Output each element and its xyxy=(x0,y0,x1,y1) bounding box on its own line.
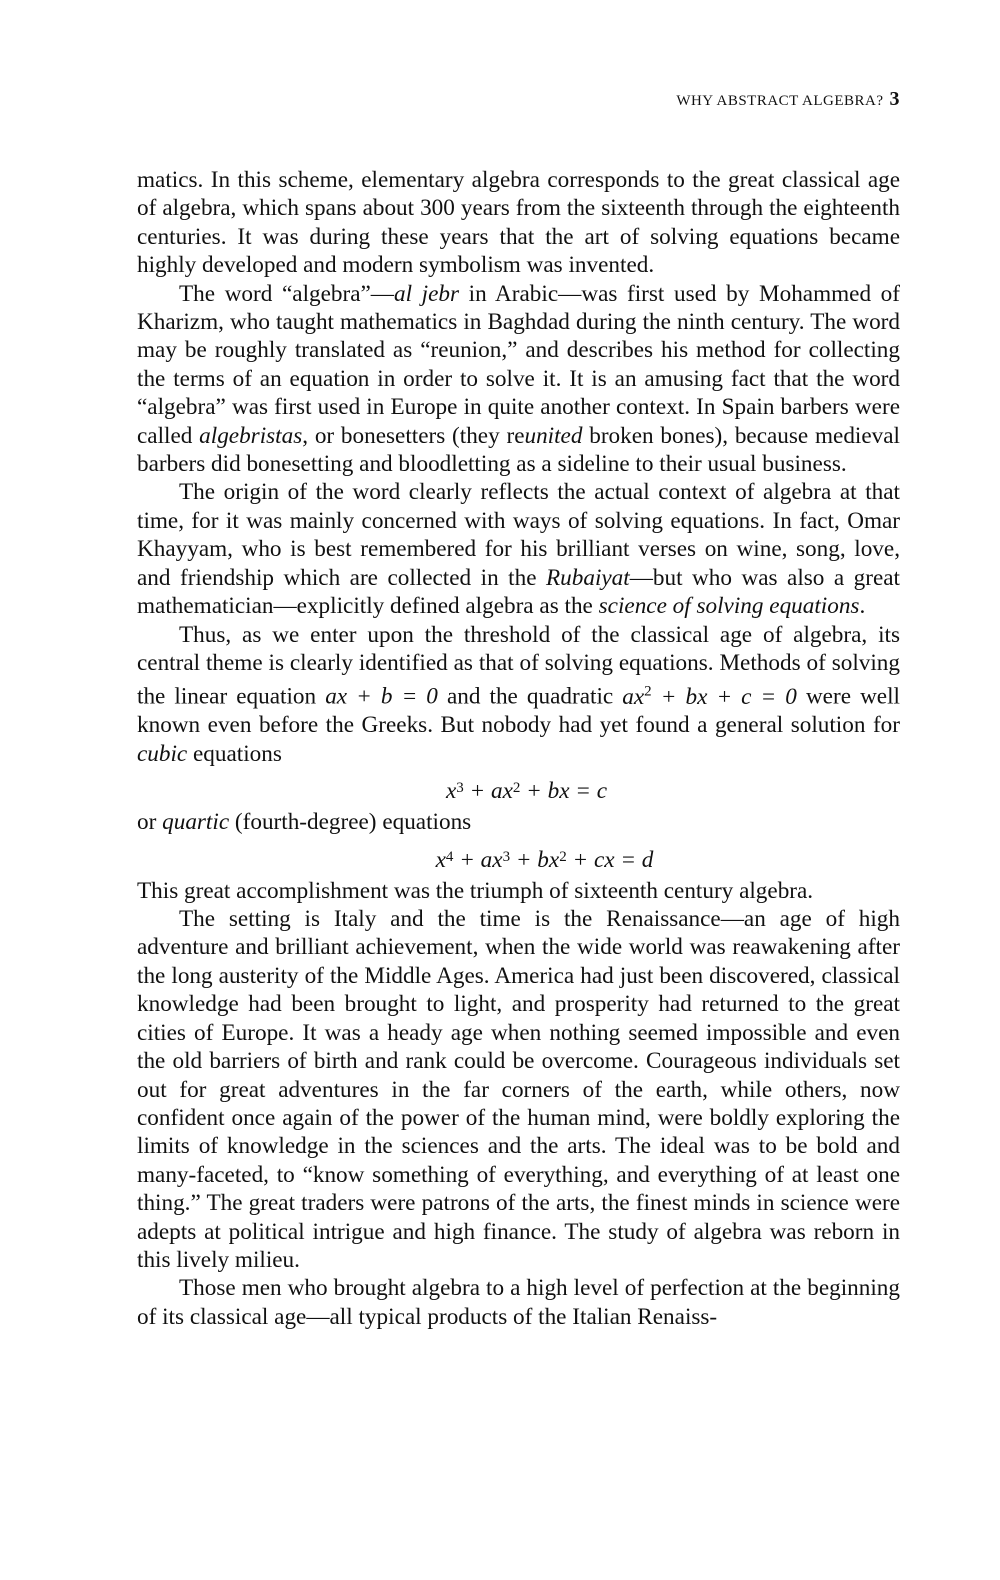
p3-term-science: science of solving equations xyxy=(598,593,860,620)
paragraph-6 xyxy=(137,905,900,1274)
p4-text-d: equations xyxy=(187,740,282,767)
quartic-equation xyxy=(137,837,900,877)
or-line-text-b: (fourth-degree) equations xyxy=(229,809,472,836)
running-title: WHY ABSTRACT ALGEBRA? xyxy=(676,93,884,109)
p2-text-a: The word “algebra”— xyxy=(179,280,394,307)
paragraph-3 xyxy=(137,478,900,620)
cubic-equation xyxy=(137,768,900,808)
cubic-term-1: x xyxy=(445,778,457,805)
p2-text-c: , or bonesetters (they re xyxy=(302,422,525,449)
p3-text-c: . xyxy=(859,593,866,620)
p4-text-b: and the quadratic xyxy=(437,684,623,711)
p4-term-cubic: cubic xyxy=(137,740,188,767)
linear-equation: ax + b = 0 xyxy=(325,684,438,711)
or-line-text-a: or xyxy=(137,809,163,836)
p2-term-al-jebr: al jebr xyxy=(393,280,460,307)
quadratic-part-1: ax xyxy=(622,684,645,711)
quartic-exponent-2: 3 xyxy=(502,848,511,865)
running-header xyxy=(676,88,900,111)
paragraph-5 xyxy=(137,877,900,905)
quartic-intro-line xyxy=(137,808,900,836)
quadratic-part-2: + bx + c = 0 xyxy=(651,684,797,711)
quartic-term-4: + cx = d xyxy=(566,846,654,873)
cubic-term-3: + bx = c xyxy=(520,778,608,805)
quartic-exponent-3: 2 xyxy=(559,848,567,865)
quartic-term-3: + bx xyxy=(510,846,560,873)
quadratic-equation xyxy=(622,684,797,710)
cubic-term-2: + ax xyxy=(463,778,513,805)
p2-term-algebristas: algebristas xyxy=(199,422,303,449)
paragraph-1-text: matics. In this scheme, elementary algebra corresponds to the great classical age of algebra, which spans about 300 years from the sixteenth through the eighteenth centuries. It was during these years that the art of solving equations became highly developed and modern symbolism was invented. xyxy=(137,167,900,279)
p2-term-united: united xyxy=(524,422,583,449)
or-line-term-quartic: quartic xyxy=(162,809,230,836)
quartic-exponent-1: 4 xyxy=(445,848,454,865)
cubic-exponent-1: 3 xyxy=(456,780,464,797)
p3-text-b: —but who was also a great mathematician—explicitly defined algebra as the xyxy=(137,564,901,620)
paragraph-1 xyxy=(137,166,900,280)
quadratic-exponent: 2 xyxy=(644,683,652,700)
p2-text-d: broken bones), because medieval barbers did bonesetting and bloodletting as a sideline to their usual business. xyxy=(137,422,900,478)
p4-text-c: were well known even before the Greeks. But nobody had yet found a general solution for xyxy=(137,684,900,739)
paragraph-7-text: Those men who brought algebra to a high level of perfection at the beginning of its classical age—all typical products of the Italian Renaiss- xyxy=(137,1275,900,1330)
cubic-exponent-2: 2 xyxy=(512,780,521,797)
quartic-term-1: x xyxy=(435,846,446,873)
page-number: 3 xyxy=(889,88,900,110)
quartic-term-2: + ax xyxy=(453,846,503,873)
paragraph-6-text: The setting is Italy and the time is the Renaissance—an age of high adventure and brilliant achievement, when the wide world was reawakening after the long austerity of the Middle Ages. America had just been discovered, classical knowledge had been brought to light, and prosperity had returned to the great cities of Europe. It was a heady age when nothing seemed impossible and even the old barriers of birth and rank could be overcome. Courageous individuals set out for great adventures in the far corners of the earth, while others, now confident once again of the power of the human mind, were boldly exploring the limits of knowledge in the sciences and the arts. The ideal was to be bold and many-faceted, to “know something of everything, and everything of at least one thing.” The great traders were patrons of the arts, the finest minds in science were adepts at political intrigue and high finance. The study of algebra was reborn in this lively milieu. xyxy=(137,906,900,1273)
paragraph-5-text: This great accomplishment was the triumph of sixteenth century algebra. xyxy=(137,877,814,904)
p3-text-a: The origin of the word clearly reflects the actual context of algebra at that time, for it was mainly concerned with ways of solving equations. In fact, Omar Khayyam, who is best remembered for his brilliant verses on wine, song, love, and friendship which are collected in the xyxy=(137,479,900,591)
page-body xyxy=(137,166,900,1331)
p3-term-rubaiyat: Rubaiyat xyxy=(546,564,630,591)
p4-text-a: Thus, as we enter upon the threshold of the classical age of algebra, its central theme is clearly identified as that of solving equations. Methods of solving the linear equation xyxy=(137,621,900,711)
p2-text-b: in Arabic—was first used by Mohammed of Kharizm, who taught mathematics in Baghdad during the ninth century. The word may be roughly translated as “reunion,” and describes his method for collecting the terms of an equation in order to solve it. It is an amusing fact that the word “algebra” was first used in Europe in quite another context. In Spain barbers were called xyxy=(137,280,900,449)
paragraph-4 xyxy=(137,621,900,769)
paragraph-2 xyxy=(137,280,900,479)
paragraph-7 xyxy=(137,1274,900,1331)
